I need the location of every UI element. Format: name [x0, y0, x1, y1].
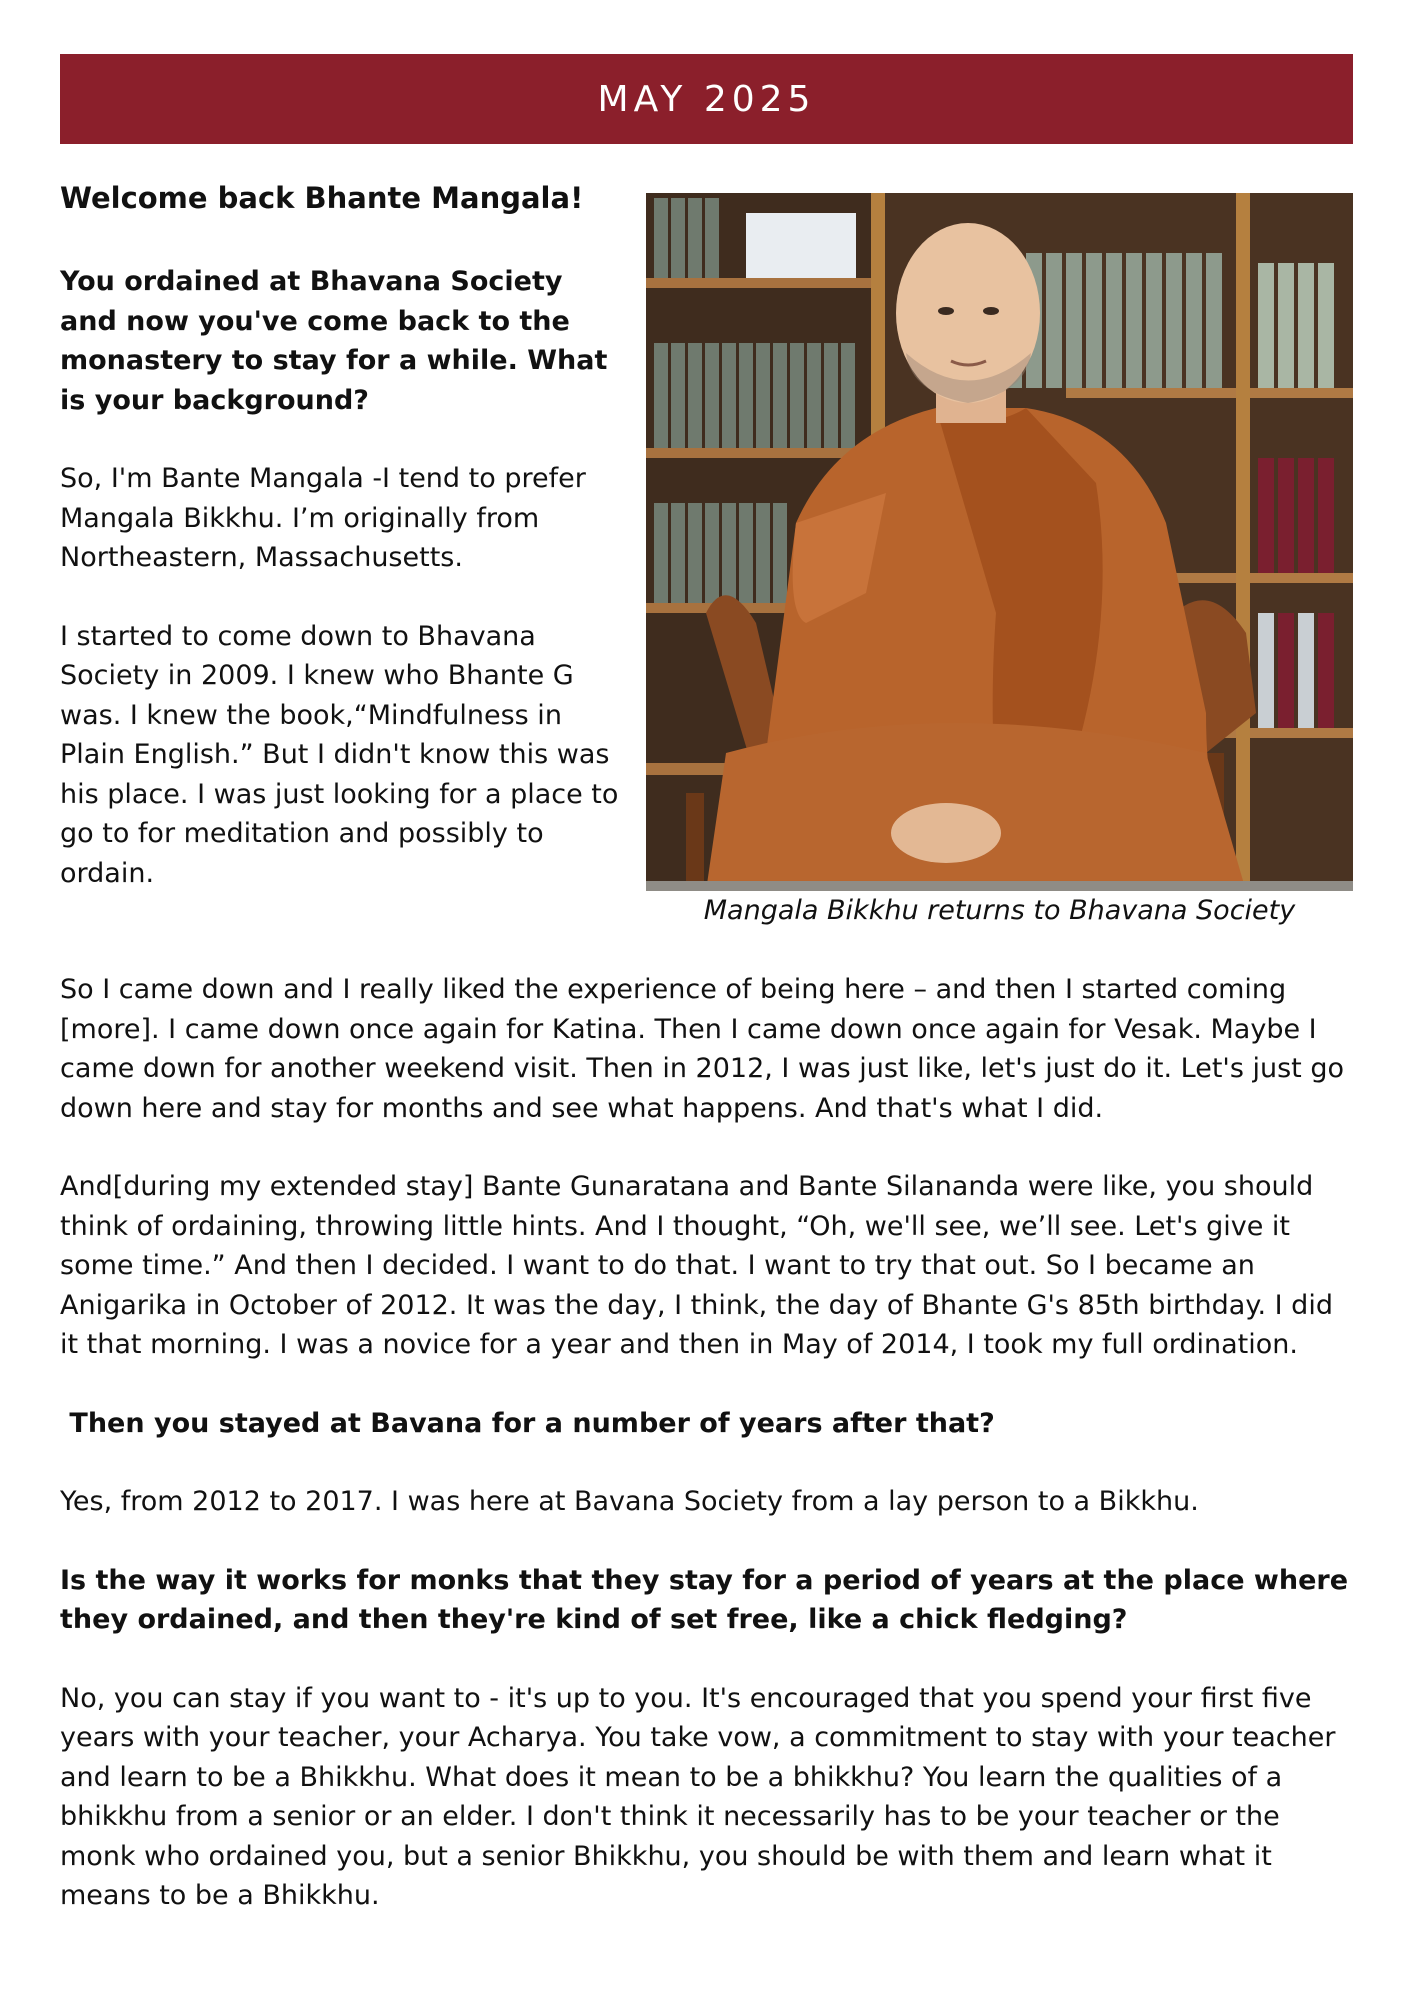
- answer-paragraph: So, I'm Bante Mangala -I tend to prefer Mangala Bikkhu. I’m originally from Northeastern, Massachusetts.: [60, 463, 586, 573]
- answer-paragraph: So I came down and I really liked the experience of being here – and then I started coming [more]. I came down once again for Katina. Then I came down once again for Vesak. Maybe I came down for another weekend visit. Then in 2012, I was just like, let's just do it. Let's just go down here and stay for months and see what happens. And that's what I did.: [60, 974, 1344, 1124]
- question-paragraph: Then you stayed at Bavana for a number of years after that?: [60, 1407, 995, 1439]
- answer-paragraph: And[during my extended stay] Bante Gunaratana and Bante Silananda were like, you should think of ordaining, throwing little hints. And I thought, “Oh, we'll see, we’ll see. Let's give it some time.” And then I decided. I want to do that. I want to try that out. So I became an Anigarika in October of 2012. It was the day, I think, the day of Bhante G's 85th birthday. I did it that morning. I was a novice for a year and then in May of 2014, I took my full ordination.: [60, 1171, 1333, 1360]
- answer-paragraph: No, you can stay if you want to - it's up to you. It's encouraged that you spend your first five years with your teacher, your Acharya. You take vow, a commitment to stay with your teacher and learn to be a Bhikkhu. What does it mean to be a bhikkhu? You learn the qualities of a bhikkhu from a senior or an elder. I don't think it necessarily has to be your teacher or the monk who ordained you, but a senior Bhikkhu, you should be with them and learn what it means to be a Bhikkhu.: [60, 1682, 1336, 1911]
- interview-body: [60, 970, 1353, 1955]
- newsletter-banner: [60, 54, 1353, 144]
- answer-paragraph: Yes, from 2012 to 2017. I was here at Bavana Society from a lay person to a Bikkhu.: [60, 1486, 1199, 1517]
- answer-paragraph: I started to come down to Bhavana Society in 2009. I knew who Bhante G was. I knew the book,“Mindfulness in Plain English.” But I didn't know this was his place. I was just looking for a place to go to for meditation and possibly to ordain.: [60, 620, 619, 889]
- question-paragraph: Is the way it works for monks that they stay for a period of years at the place where they ordained, and then they're kind of set free, like a chick fledging?: [60, 1564, 1349, 1635]
- monk-portrait-photo: [646, 193, 1353, 891]
- intro-column: [60, 262, 620, 932]
- banner-title: MAY 2025: [597, 78, 816, 120]
- photo-caption: Mangala Bikkhu returns to Bhavana Society: [703, 895, 1296, 926]
- question-paragraph: You ordained at Bhavana Society and now you've come back to the monastery to stay for a while. What is your background?: [60, 266, 608, 416]
- article-heading: Welcome back Bhante Mangala!: [60, 181, 584, 215]
